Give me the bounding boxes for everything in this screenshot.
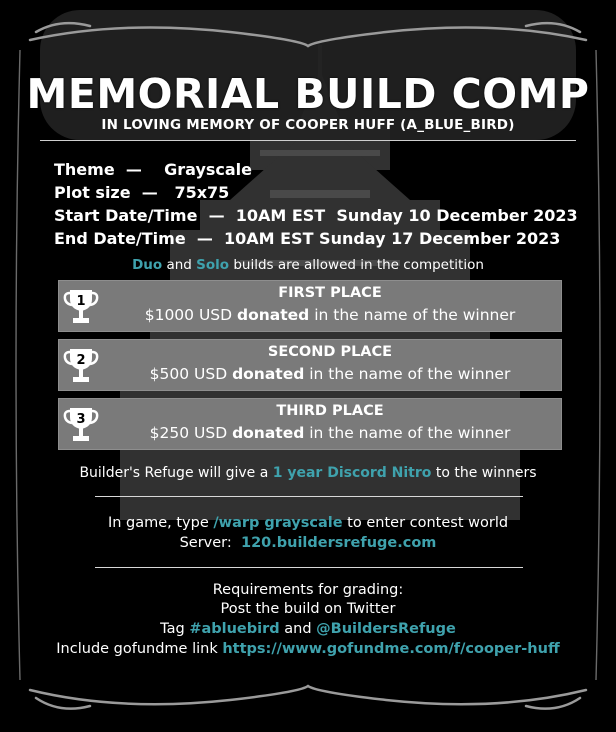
detail-separator: — xyxy=(196,229,213,248)
detail-separator: — xyxy=(141,183,158,202)
gofundme-link[interactable]: https://www.gofundme.com/f/cooper-huff xyxy=(222,641,560,657)
tag-label: Tag xyxy=(160,621,190,637)
section-divider xyxy=(95,496,523,497)
detail-label: Theme xyxy=(54,160,115,179)
build-types-and: and xyxy=(162,257,197,273)
page-title: MEMORIAL BUILD COMP xyxy=(26,70,590,118)
requirements-heading: Requirements for grading: xyxy=(212,582,404,598)
twitter-handle: @BuildersRefuge xyxy=(316,621,456,637)
detail-separator: — xyxy=(208,206,225,225)
detail-value: 10AM EST Sunday 10 December 2023 xyxy=(235,206,578,225)
rank-number: 1 xyxy=(76,294,86,309)
server-address: 120.buildersrefuge.com xyxy=(240,535,437,551)
server-label: Server: xyxy=(179,535,241,551)
rank-number: 3 xyxy=(76,412,86,427)
prize-amount: $1000 USD xyxy=(144,306,237,324)
prize-title: SECOND PLACE xyxy=(267,344,393,360)
tag-and: and xyxy=(279,621,317,637)
detail-value: 10AM EST Sunday 17 December 2023 xyxy=(223,229,561,248)
prize-first xyxy=(58,280,562,332)
prize-title: THIRD PLACE xyxy=(276,403,384,419)
rank-number: 2 xyxy=(76,353,86,368)
link-label: Include gofundme link xyxy=(56,641,223,657)
nitro-before: Builder's Refuge will give a xyxy=(79,465,273,481)
trophy-icon xyxy=(63,346,99,384)
build-types-note xyxy=(0,257,616,273)
prize-tail: in the name of the winner xyxy=(309,306,516,324)
requirements-tag xyxy=(0,621,616,637)
warp-after: to enter contest world xyxy=(342,515,509,531)
nitro-note xyxy=(0,465,616,481)
prize-description xyxy=(99,424,561,442)
prize-second xyxy=(58,339,562,391)
warp-instruction xyxy=(0,515,616,531)
prize-tail: in the name of the winner xyxy=(304,424,511,442)
requirements-post: Post the build on Twitter xyxy=(220,601,396,617)
requirements-link xyxy=(0,641,616,657)
section-divider xyxy=(95,567,523,568)
detail-separator: — xyxy=(125,160,142,179)
detail-label: Start Date/Time xyxy=(54,206,198,225)
prize-description xyxy=(99,306,561,324)
warp-before: In game, type xyxy=(107,515,214,531)
prize-title: FIRST PLACE xyxy=(278,285,382,301)
nitro-highlight: 1 year Discord Nitro xyxy=(272,465,432,481)
detail-value: 75x75 xyxy=(174,183,230,202)
prize-description xyxy=(99,365,561,383)
prize-third xyxy=(58,398,562,450)
server-line xyxy=(0,535,616,551)
page-subtitle: IN LOVING MEMORY OF COOPER HUFF (A_BLUE_BIRD) xyxy=(101,117,515,133)
solo-label: Solo xyxy=(196,257,230,273)
prize-donated: donated xyxy=(232,365,305,383)
hashtag: #abluebird xyxy=(189,621,280,637)
trophy-icon xyxy=(63,287,99,325)
trophy-icon xyxy=(63,405,99,443)
title-divider xyxy=(40,140,576,141)
prize-amount: $500 USD xyxy=(149,365,233,383)
duo-label: Duo xyxy=(132,257,163,273)
build-types-rest: builds are allowed in the competition xyxy=(229,257,484,273)
prize-donated: donated xyxy=(232,424,305,442)
detail-end-date xyxy=(54,227,560,250)
detail-label: End Date/Time xyxy=(54,229,186,248)
detail-theme xyxy=(54,158,252,181)
prize-donated: donated xyxy=(237,306,310,324)
nitro-after: to the winners xyxy=(431,465,537,481)
detail-plot-size xyxy=(54,181,229,204)
prize-tail: in the name of the winner xyxy=(304,365,511,383)
detail-start-date xyxy=(54,204,578,227)
detail-value: Grayscale xyxy=(164,160,253,179)
detail-label: Plot size xyxy=(54,183,131,202)
prize-amount: $250 USD xyxy=(149,424,233,442)
warp-command: /warp grayscale xyxy=(213,515,343,531)
